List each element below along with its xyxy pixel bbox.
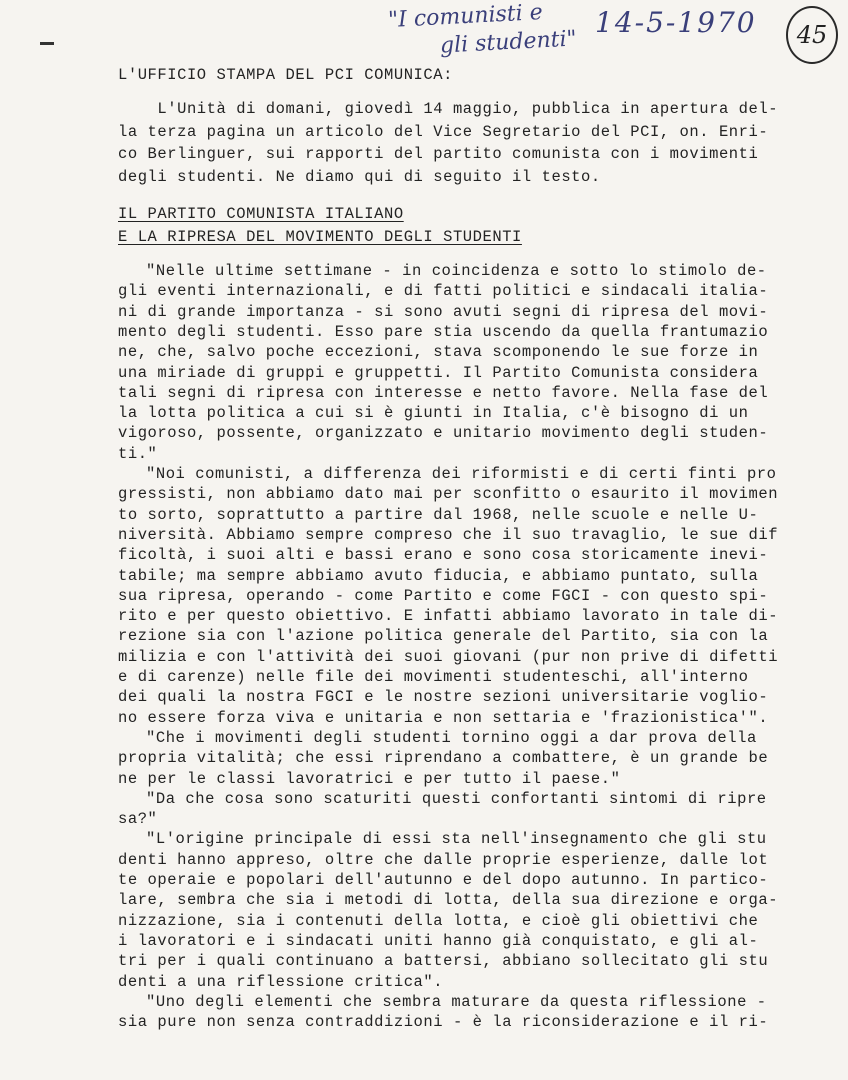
handwritten-date: 14-5-1970 — [595, 6, 757, 39]
body-line: "Noi comunisti, a differenza dei riformisti e di certi finti pro — [146, 465, 777, 483]
intro-line: degli studenti. Ne diamo qui di seguito il testo. — [118, 167, 601, 186]
margin-mark — [40, 42, 54, 45]
body-line: la lotta politica a cui si è giunti in Italia, c'è bisogno di un — [118, 404, 749, 423]
body-line: tri per i quali continuano a battersi, abbiano sollecitato gli stu — [118, 952, 769, 971]
body-line: vigoroso, possente, organizzato e unitario movimento degli studen- — [118, 424, 769, 443]
article-title-line2: E LA RIPRESA DEL MOVIMENTO DEGLI STUDENTI — [118, 228, 522, 246]
body-line: denti a una riflessione critica". — [118, 972, 444, 991]
body-line: lare, sembra che sia i metodi di lotta, della sua direzione e orga- — [118, 891, 779, 910]
body-line: tali segni di ripresa con interesse e netto favore. Nella fase del — [118, 383, 769, 402]
body-line: "L'origine principale di essi sta nell'insegnamento che gli stu — [146, 830, 767, 849]
body-line: "Uno degli elementi che sembra maturare da questa riflessione - — [146, 992, 767, 1011]
body-line: gli eventi internazionali, e di fatti politici e sindacali italia- — [118, 282, 769, 301]
body-line: ni di grande importanza - si sono avuti segni di ripresa del movi- — [118, 302, 769, 321]
body-line: ne per le classi lavoratrici e per tutto il paese." — [118, 769, 621, 788]
article-title-line1: IL PARTITO COMUNISTA ITALIANO — [118, 205, 404, 223]
body-line: to sorto, soprattutto a partire dal 1968, nelle scuole e nelle U- — [118, 505, 759, 524]
body-line: sa?" — [118, 810, 158, 829]
intro-line: L'Unità di domani, giovedì 14 maggio, pubblica in apertura del- — [118, 100, 779, 118]
body-line: mento degli studenti. Esso pare stia uscendo da quella frantumazio — [118, 322, 769, 341]
handwritten-title-line2: gli studenti" — [439, 26, 578, 59]
body-line: "Da che cosa sono scaturiti questi confortanti sintomi di ripre — [146, 789, 767, 808]
circled-page-number: 45 — [786, 6, 838, 64]
body-line: te operaie e popolari dell'autunno e del dopo autunno. In partico- — [118, 871, 769, 889]
body-line: tabile; ma sempre abbiamo avuto fiducia, e abbiamo puntato, sulla — [118, 566, 759, 585]
body-line: rezione sia con l'azione politica generale del Partito, sia con la — [118, 627, 769, 646]
body-line: sia pure non senza contraddizioni - è la riconsiderazione e il ri- — [118, 1013, 769, 1032]
intro-line: co Berlinguer, sui rapporti del partito comunista con i movimenti — [118, 145, 759, 164]
body-line: e di carenze) nelle file dei movimenti studenteschi, all'interno — [118, 668, 749, 686]
body-line: "Che i movimenti degli studenti tornino oggi a dar prova della — [146, 728, 757, 747]
body-line: una miriade di gruppi e gruppetti. Il Partito Comunista considera — [118, 363, 759, 382]
body-line: "Nelle ultime settimane - in coincidenza e sotto lo stimolo de- — [146, 262, 767, 280]
body-line: gressisti, non abbiamo dato mai per sconfitto o esaurito il movimen — [118, 485, 779, 504]
body-line: ti." — [118, 444, 158, 463]
intro-line: la terza pagina un articolo del Vice Segretario del PCI, on. Enri- — [118, 122, 769, 141]
body-line: dei quali la nostra FGCI e le nostre sezioni universitarie voglio- — [118, 688, 769, 707]
body-line: denti hanno appreso, oltre che dalle proprie esperienze, dalle lot — [118, 850, 769, 869]
body-line: milizia e con l'attività dei suoi giovani (pur non prive di difetti — [118, 647, 779, 666]
body-line: no essere forza viva e unitaria e non settaria e 'frazionistica'". — [118, 708, 769, 727]
body-line: propria vitalità; che essi riprendano a combattere, è un grande be — [118, 749, 769, 768]
body-line: niversità. Abbiamo sempre compreso che il suo travaglio, le sue dif — [118, 525, 779, 544]
body-line: ne, che, salvo poche eccezioni, stava scomponendo le sue forze in — [118, 343, 759, 362]
body-line: nizzazione, sia i contenuti della lotta, e cioè gli obiettivi che — [118, 911, 759, 930]
body-line: rito e per questo obiettivo. E infatti abbiamo lavorato in tale di- — [118, 607, 779, 626]
body-line: sua ripresa, operando - come Partito e come FGCI - con questo spi- — [118, 586, 769, 605]
body-line: ficoltà, i suoi alti e bassi erano e sono cosa storicamente inevi- — [118, 546, 769, 565]
body-line: i lavoratori e i sindacati uniti hanno già conquistato, e gli al- — [118, 931, 759, 950]
press-office-header: L'UFFICIO STAMPA DEL PCI COMUNICA: — [118, 66, 453, 84]
handwritten-title-line1: "I comunisti e — [387, 0, 544, 34]
